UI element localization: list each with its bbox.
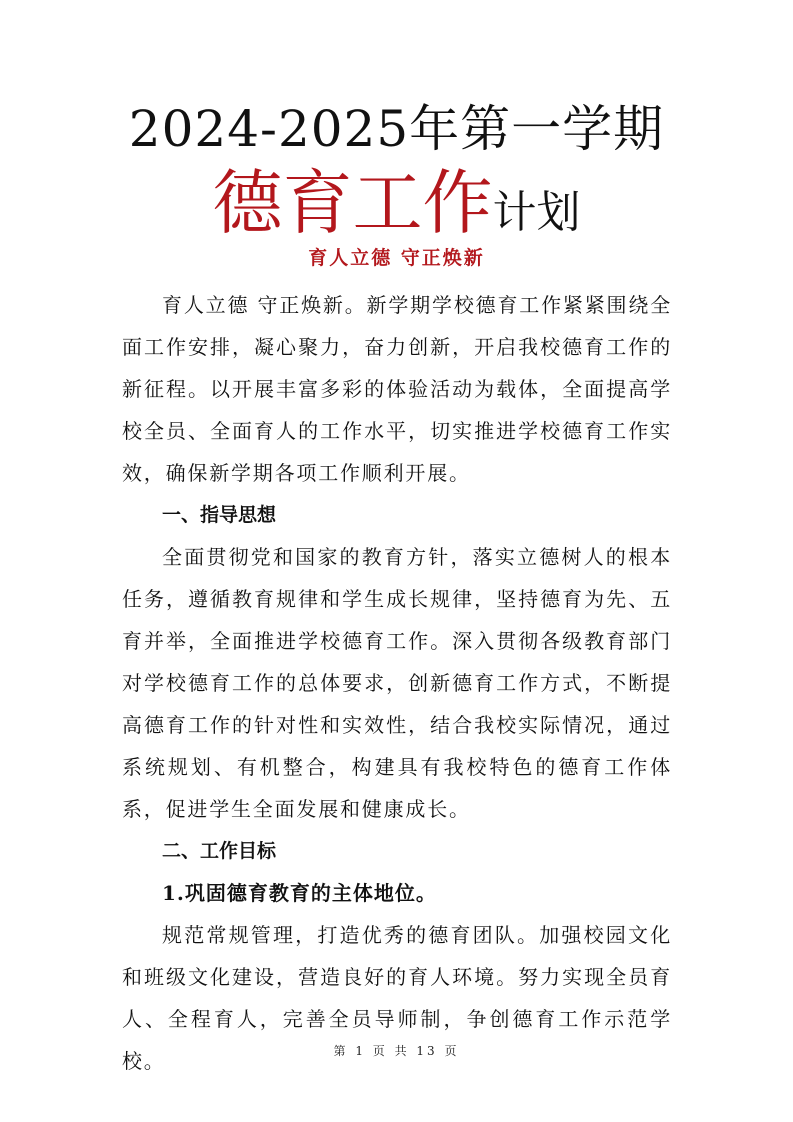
document-body	[122, 284, 672, 1082]
section-heading-work-goals: 二、工作目标	[162, 840, 277, 862]
title-plan-word: 计划	[492, 187, 581, 238]
section-heading-guiding-ideology: 一、指导思想	[162, 504, 277, 526]
intro-paragraph: 育人立德 守正焕新。新学期学校德育工作紧紧围绕全面工作安排，凝心聚力，奋力创新，开启我校德育工作的新征程。以开展丰富多彩的体验活动为载体，全面提高学校全员、全面育人的工作水平，切实推进学校德育工作实效，确保新学期各项工作顺利开展。	[122, 293, 672, 485]
page-number-footer: 第 1 页 共 13 页	[333, 1044, 460, 1058]
title-moral-education-work: 德育工作	[212, 162, 493, 244]
title-year-term: 2024-2025年第一学期	[128, 100, 665, 158]
subtitle-slogan: 育人立德 守正焕新	[308, 247, 485, 269]
guiding-ideology-paragraph: 全面贯彻党和国家的教育方针，落实立德树人的根本任务，遵循教育规律和学生成长规律，坚持德育为先、五育并举，全面推进学校德育工作。深入贯彻各级教育部门对学校德育工作的总体要求，创新德育工作方式，不断提高德育工作的针对性和实效性，结合我校实际情况，通过系统规划、有机整合，构建具有我校特色的德育工作体系，促进学生全面发展和健康成长。	[122, 545, 672, 821]
goal-item-1-title: 1.巩固德育教育的主体地位。	[162, 881, 437, 905]
goal-item-1-paragraph: 规范常规管理，打造优秀的德育团队。加强校园文化和班级文化建设，营造良好的育人环境。努力实现全员育人、全程育人，完善全员导师制，争创德育工作示范学校。	[122, 923, 672, 1073]
